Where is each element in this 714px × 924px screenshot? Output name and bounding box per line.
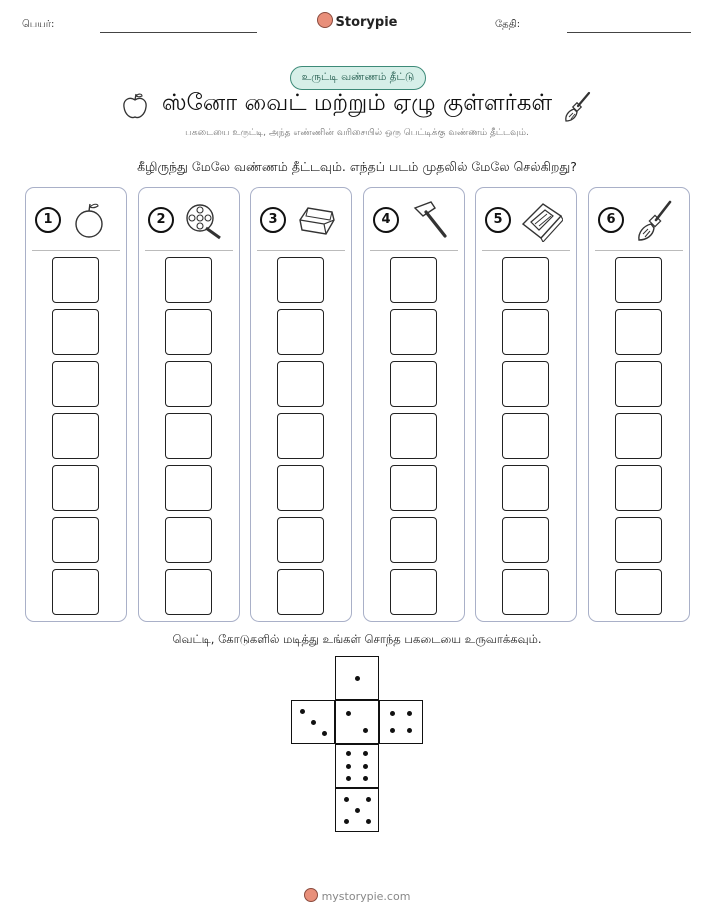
- brand-name: Storypie: [335, 15, 398, 30]
- color-box[interactable]: [277, 413, 324, 459]
- column-divider: [145, 250, 233, 251]
- dice-face-5: [335, 788, 379, 832]
- color-box[interactable]: [502, 257, 549, 303]
- column-number: 2: [148, 207, 174, 233]
- color-box[interactable]: [52, 465, 99, 511]
- color-box[interactable]: [277, 517, 324, 563]
- color-box[interactable]: [277, 569, 324, 615]
- color-box[interactable]: [615, 517, 662, 563]
- color-box[interactable]: [165, 413, 212, 459]
- color-box[interactable]: [390, 361, 437, 407]
- dice-pip: [300, 709, 305, 714]
- dice-pip: [363, 776, 368, 781]
- color-box[interactable]: [165, 569, 212, 615]
- dice-pip: [346, 751, 351, 756]
- brush-icon: [562, 91, 592, 123]
- color-box[interactable]: [277, 257, 324, 303]
- dice-pip: [363, 764, 368, 769]
- dice-face-1: [335, 656, 379, 700]
- column-number: 4: [373, 207, 399, 233]
- footer-url: mystorypie.com: [321, 890, 411, 903]
- footer: [0, 888, 714, 903]
- column-3: [250, 187, 352, 622]
- dice-pip: [346, 764, 351, 769]
- dice-pip: [311, 720, 316, 725]
- color-box[interactable]: [615, 569, 662, 615]
- color-box[interactable]: [390, 517, 437, 563]
- color-box[interactable]: [390, 257, 437, 303]
- dice-pip: [322, 731, 327, 736]
- cut-instruction: வெட்டி, கோடுகளில் மடித்து உங்கள் சொந்த பகடையை உருவாக்கவும்.: [172, 632, 542, 646]
- dice-pip: [390, 711, 395, 716]
- bear-logo-icon: [304, 888, 318, 902]
- date-label: தேதி:: [495, 19, 521, 30]
- dice-pip: [363, 728, 368, 733]
- column-number: 3: [260, 207, 286, 233]
- column-divider: [370, 250, 458, 251]
- dice-pip: [366, 819, 371, 824]
- bear-logo-icon: [317, 12, 333, 28]
- color-box[interactable]: [277, 361, 324, 407]
- name-label: பெயர்:: [22, 19, 55, 30]
- color-box[interactable]: [502, 413, 549, 459]
- dice-pip: [344, 797, 349, 802]
- color-box[interactable]: [52, 361, 99, 407]
- color-box[interactable]: [52, 569, 99, 615]
- dice-pip: [344, 819, 349, 824]
- column-1: [25, 187, 127, 622]
- activity-tag: உருட்டி வண்ணம் தீட்டு: [290, 66, 426, 90]
- dice-pip: [390, 728, 395, 733]
- mousetrap-icon: [519, 198, 563, 242]
- color-box[interactable]: [277, 465, 324, 511]
- dice-pip: [407, 711, 412, 716]
- dice-pip: [346, 711, 351, 716]
- color-box[interactable]: [502, 309, 549, 355]
- color-box[interactable]: [615, 257, 662, 303]
- dice-face-6: [335, 744, 379, 788]
- color-box[interactable]: [615, 361, 662, 407]
- column-divider: [32, 250, 120, 251]
- page-subtitle: பகடையை உருட்டி, அந்த எண்ணின் வரிசையில் ஒரு பெட்டிக்கு வண்ணம் தீட்டவும்.: [185, 128, 529, 138]
- color-box[interactable]: [615, 309, 662, 355]
- color-box[interactable]: [165, 309, 212, 355]
- apple-icon: [69, 198, 113, 242]
- hammer-icon: [407, 198, 451, 242]
- color-box[interactable]: [52, 413, 99, 459]
- color-box[interactable]: [615, 413, 662, 459]
- dice-pip: [355, 808, 360, 813]
- color-box[interactable]: [502, 361, 549, 407]
- column-number: 1: [35, 207, 61, 233]
- dice-face-4: [379, 700, 423, 744]
- instruction-text: கீழிருந்து மேலே வண்ணம் தீட்டவும். எந்தப் படம் முதலில் மேலே செல்கிறது?: [137, 159, 577, 174]
- column-divider: [482, 250, 570, 251]
- brand-logo: [0, 12, 714, 30]
- dice-pip: [355, 676, 360, 681]
- column-4: [363, 187, 465, 622]
- dice-pip: [346, 776, 351, 781]
- dice-pip: [407, 728, 412, 733]
- dice-pip: [363, 751, 368, 756]
- color-box[interactable]: [52, 309, 99, 355]
- color-box[interactable]: [165, 465, 212, 511]
- color-box[interactable]: [502, 517, 549, 563]
- coffin-icon: [294, 198, 338, 242]
- name-line[interactable]: [100, 32, 257, 33]
- color-box[interactable]: [502, 569, 549, 615]
- color-box[interactable]: [52, 517, 99, 563]
- color-box[interactable]: [615, 465, 662, 511]
- column-number: 5: [485, 207, 511, 233]
- color-box[interactable]: [390, 465, 437, 511]
- color-box[interactable]: [390, 413, 437, 459]
- column-divider: [595, 250, 683, 251]
- color-box[interactable]: [502, 465, 549, 511]
- brush-icon: [632, 198, 676, 242]
- column-number: 6: [598, 207, 624, 233]
- color-box[interactable]: [165, 257, 212, 303]
- dice-pip: [366, 797, 371, 802]
- color-box[interactable]: [52, 257, 99, 303]
- color-box[interactable]: [277, 309, 324, 355]
- color-box[interactable]: [390, 569, 437, 615]
- color-box[interactable]: [390, 309, 437, 355]
- film-reel-icon: [182, 198, 226, 242]
- column-5: [475, 187, 577, 622]
- color-box[interactable]: [165, 517, 212, 563]
- column-2: [138, 187, 240, 622]
- date-line[interactable]: [567, 32, 691, 33]
- dice-face-2: [335, 700, 379, 744]
- column-6: [588, 187, 690, 622]
- page-title: ஸ்னோ வைட் மற்றும் ஏழு குள்ளர்கள்: [161, 90, 553, 116]
- color-box[interactable]: [165, 361, 212, 407]
- dice-face-3: [291, 700, 335, 744]
- column-divider: [257, 250, 345, 251]
